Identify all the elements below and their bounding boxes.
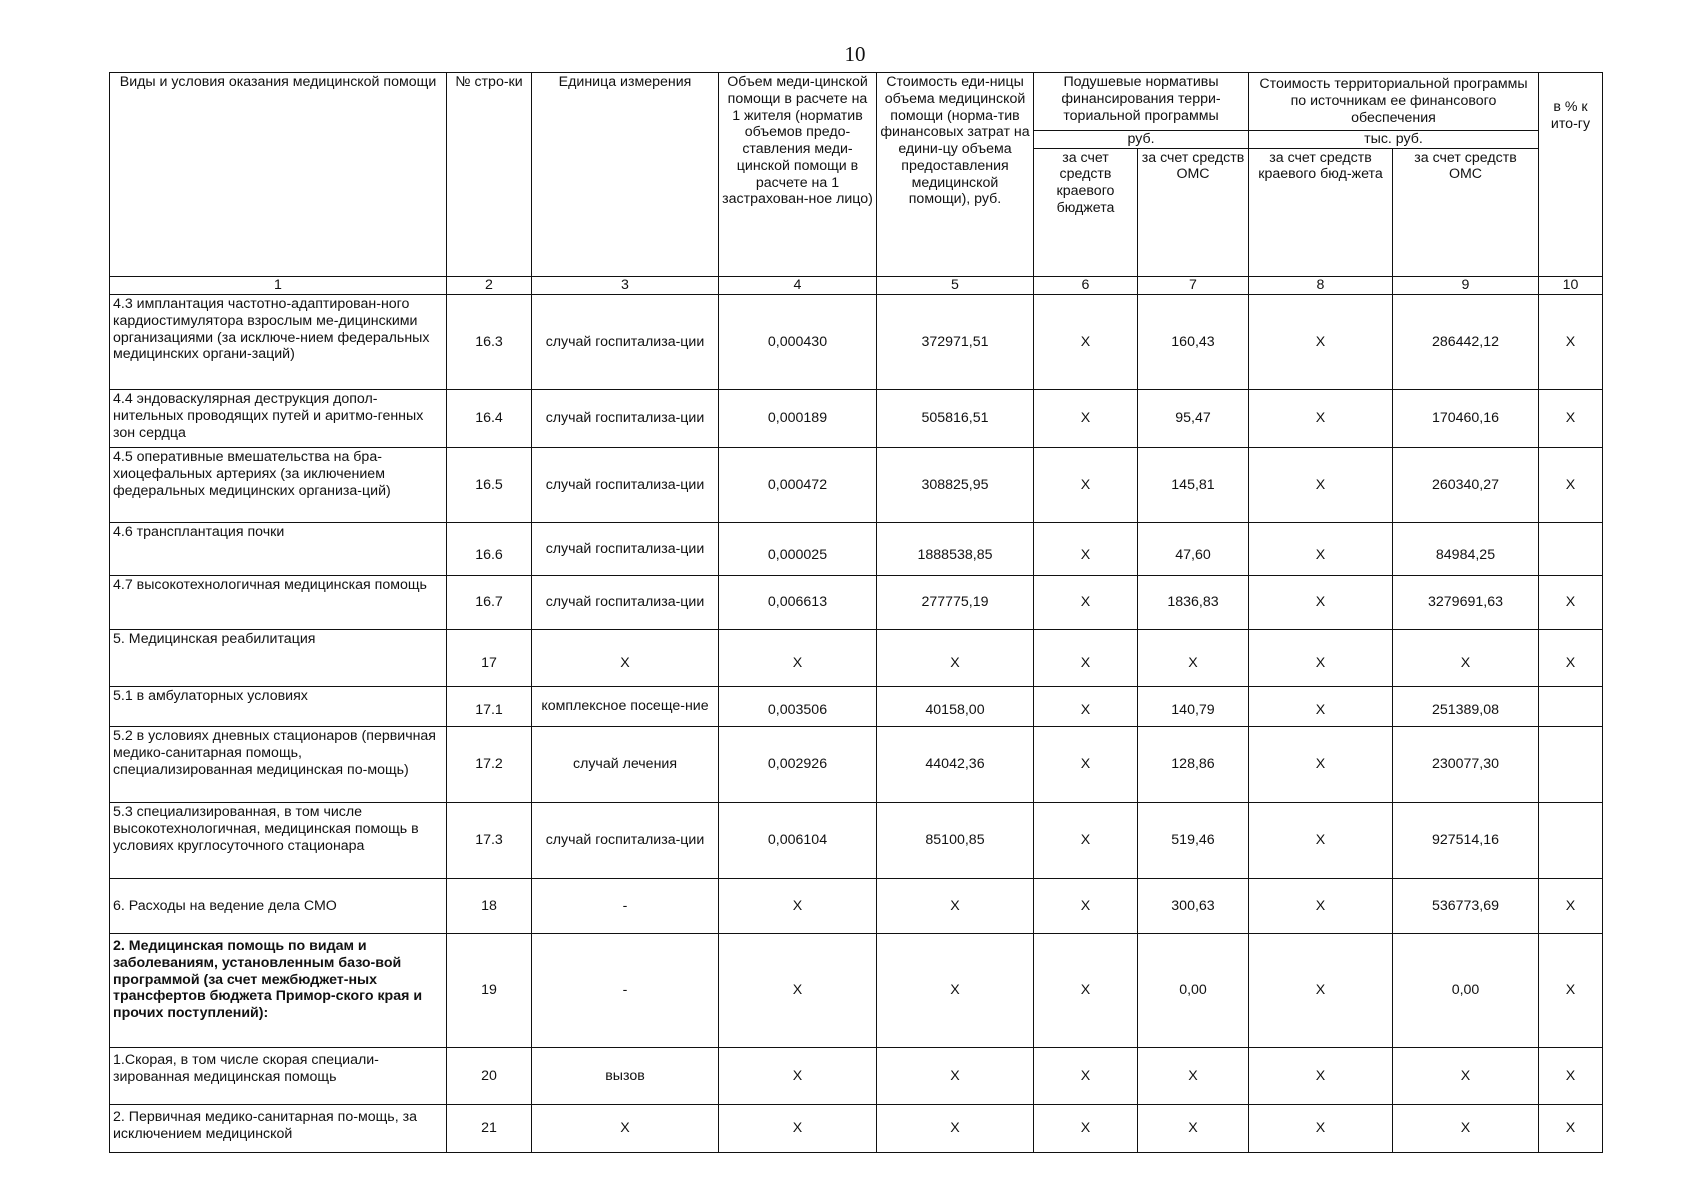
header-volume-text: Объем меди-цинской помощи в расчете на 1 жителя (норматив объемов предо-ставления меди-цинской помощи в расчете на 1 застрахован-ное лицо) — [722, 74, 873, 208]
table-row — [110, 1105, 1603, 1153]
row-cost: X — [877, 934, 1034, 1048]
row-volume: 0,000025 — [719, 523, 877, 576]
row-norm-oms: 95,47 — [1138, 390, 1249, 448]
row-total-oms: 251389,08 — [1393, 687, 1539, 727]
row-norm-budget: X — [1034, 390, 1138, 448]
row-norm-budget: X — [1034, 879, 1138, 934]
table-row — [110, 879, 1603, 934]
row-cost: X — [877, 630, 1034, 687]
row-cost: X — [877, 1048, 1034, 1105]
row-line: 20 — [447, 1048, 532, 1105]
row-total-oms: 286442,12 — [1393, 295, 1539, 390]
header-norms-unit: руб. — [1034, 130, 1249, 148]
row-norm-budget: X — [1034, 295, 1138, 390]
header-kind: Виды и условия оказания медицинской помощи — [110, 73, 447, 277]
row-unit: случай госпитализа-ции — [532, 576, 719, 630]
row-norm-oms: 519,46 — [1138, 803, 1249, 879]
row-line: 16.5 — [447, 448, 532, 523]
row-percent: X — [1539, 448, 1603, 523]
header-program-cost: Стоимость территориальной программы по источникам ее финансового обеспечения — [1249, 73, 1539, 131]
header-percent-cell — [1539, 73, 1603, 277]
row-name: 4.7 высокотехнологичная медицинская помощь — [110, 576, 447, 630]
row-unit: - — [532, 934, 719, 1048]
row-volume: X — [719, 1048, 877, 1105]
row-total-oms: 84984,25 — [1393, 523, 1539, 576]
table-row — [110, 727, 1603, 803]
row-total-oms: 3279691,63 — [1393, 576, 1539, 630]
row-norm-budget: X — [1034, 1105, 1138, 1153]
row-volume: 0,000189 — [719, 390, 877, 448]
row-total-oms: 536773,69 — [1393, 879, 1539, 934]
row-line: 17.3 — [447, 803, 532, 879]
row-percent: X — [1539, 390, 1603, 448]
row-norm-oms: 140,79 — [1138, 687, 1249, 727]
row-line: 16.4 — [447, 390, 532, 448]
row-line: 18 — [447, 879, 532, 934]
row-line: 17.2 — [447, 727, 532, 803]
row-total-oms: 927514,16 — [1393, 803, 1539, 879]
row-total-oms: X — [1393, 630, 1539, 687]
row-norm-oms: 0,00 — [1138, 934, 1249, 1048]
row-percent: X — [1539, 576, 1603, 630]
row-volume: 0,006613 — [719, 576, 877, 630]
page-number: 10 — [844, 42, 866, 66]
row-volume: X — [719, 934, 877, 1048]
row-name: 2. Первичная медико-санитарная по-мощь, за исключением медицинской — [110, 1105, 447, 1153]
row-name: 4.4 эндоваскулярная деструкция допол-нительных проводящих путей и аритмо-генных зон сердца — [110, 390, 447, 448]
row-volume: 0,000430 — [719, 295, 877, 390]
row-cost: X — [877, 1105, 1034, 1153]
column-number-row — [110, 277, 1603, 295]
column-number: 3 — [532, 277, 719, 295]
row-line: 17.1 — [447, 687, 532, 727]
row-total-oms: 170460,16 — [1393, 390, 1539, 448]
column-number: 6 — [1034, 277, 1138, 295]
row-total-budget: X — [1249, 1105, 1393, 1153]
row-name: 5. Медицинская реабилитация — [110, 630, 447, 687]
column-number: 9 — [1393, 277, 1539, 295]
row-unit: вызов — [532, 1048, 719, 1105]
row-percent — [1539, 523, 1603, 576]
row-total-budget: X — [1249, 934, 1393, 1048]
row-cost: 372971,51 — [877, 295, 1034, 390]
row-percent — [1539, 803, 1603, 879]
row-name: 5.3 специализированная, в том числе высокотехнологичная, медицинская помощь в условиях круглосуточного стационара — [110, 803, 447, 879]
row-line: 21 — [447, 1105, 532, 1153]
table-row — [110, 1048, 1603, 1105]
row-norm-budget: X — [1034, 576, 1138, 630]
table-row — [110, 390, 1603, 448]
row-percent: X — [1539, 1048, 1603, 1105]
row-total-budget: X — [1249, 295, 1393, 390]
row-name: 4.3 имплантация частотно-адаптирован-ного кардиостимулятора взрослым ме-дицинскими организациями (за исключе-нием федеральных медицинских органи-заций) — [110, 295, 447, 390]
row-norm-oms: 145,81 — [1138, 448, 1249, 523]
row-total-budget: X — [1249, 727, 1393, 803]
row-cost: 308825,95 — [877, 448, 1034, 523]
table-row — [110, 630, 1603, 687]
row-total-budget: X — [1249, 879, 1393, 934]
row-total-budget: X — [1249, 576, 1393, 630]
header-line-number: № стро-ки — [447, 73, 532, 277]
row-unit: случай госпитализа-ции — [532, 523, 719, 576]
row-name: 5.2 в условиях дневных стационаров (первичная медико-санитарная помощь, специализированная медицинская по-мощь) — [110, 727, 447, 803]
header-cost: Стоимость еди-ницы объема медицинской помощи (норма-тив финансовых затрат на едини-цу объема предоставления медицинской помощи), руб. — [877, 73, 1034, 277]
row-norm-budget: X — [1034, 630, 1138, 687]
row-volume: 0,006104 — [719, 803, 877, 879]
header-cost-oms: за счет средств ОМС — [1393, 148, 1539, 276]
row-total-oms: 0,00 — [1393, 934, 1539, 1048]
header-cost-regional-budget: за счет средств краевого бюд-жета — [1249, 148, 1393, 276]
row-norm-oms: 128,86 — [1138, 727, 1249, 803]
column-number: 2 — [447, 277, 532, 295]
header-percent: в % к ито-гу — [1550, 99, 1591, 132]
column-number: 1 — [110, 277, 447, 295]
row-cost: 85100,85 — [877, 803, 1034, 879]
row-unit: - — [532, 879, 719, 934]
row-norm-oms: 300,63 — [1138, 879, 1249, 934]
row-norm-oms: X — [1138, 1105, 1249, 1153]
row-norm-oms: 1836,83 — [1138, 576, 1249, 630]
row-volume: 0,003506 — [719, 687, 877, 727]
row-cost: 40158,00 — [877, 687, 1034, 727]
row-unit: случай госпитализа-ции — [532, 295, 719, 390]
row-total-oms: X — [1393, 1048, 1539, 1105]
table-row — [110, 576, 1603, 630]
row-volume: 0,002926 — [719, 727, 877, 803]
row-cost: 277775,19 — [877, 576, 1034, 630]
row-total-oms: X — [1393, 1105, 1539, 1153]
row-name: 1.Скорая, в том числе скорая специали-зированная медицинская помощь — [110, 1048, 447, 1105]
row-volume: X — [719, 879, 877, 934]
row-norm-oms: X — [1138, 630, 1249, 687]
table-row — [110, 523, 1603, 576]
row-percent: X — [1539, 295, 1603, 390]
row-unit: случай лечения — [532, 727, 719, 803]
row-norm-oms: 160,43 — [1138, 295, 1249, 390]
row-norm-budget: X — [1034, 687, 1138, 727]
row-unit: случай госпитализа-ции — [532, 448, 719, 523]
row-percent — [1539, 687, 1603, 727]
row-total-budget: X — [1249, 523, 1393, 576]
header-per-capita-norms — [1034, 73, 1249, 131]
row-norm-budget: X — [1034, 934, 1138, 1048]
row-unit: X — [532, 630, 719, 687]
row-line: 17 — [447, 630, 532, 687]
row-line: 16.7 — [447, 576, 532, 630]
row-total-budget: X — [1249, 1048, 1393, 1105]
row-total-budget: X — [1249, 630, 1393, 687]
column-number: 5 — [877, 277, 1034, 295]
row-norm-budget: X — [1034, 448, 1138, 523]
row-name: 4.6 трансплантация почки — [110, 523, 447, 576]
row-norm-budget: X — [1034, 523, 1138, 576]
header-norm-regional-budget: за счет средств краевого бюджета — [1034, 148, 1138, 276]
table-row — [110, 934, 1603, 1048]
row-total-budget: X — [1249, 448, 1393, 523]
table-row — [110, 295, 1603, 390]
header-norm-oms: за счет средств ОМС — [1138, 148, 1249, 276]
row-cost: X — [877, 879, 1034, 934]
row-unit: комплексное посеще-ние — [532, 687, 719, 727]
table-row — [110, 687, 1603, 727]
row-percent: X — [1539, 1105, 1603, 1153]
row-cost: 44042,36 — [877, 727, 1034, 803]
row-norm-budget: X — [1034, 803, 1138, 879]
header-unit: Единица измерения — [532, 73, 719, 277]
row-total-budget: X — [1249, 803, 1393, 879]
row-total-budget: X — [1249, 390, 1393, 448]
row-unit: X — [532, 1105, 719, 1153]
column-number: 4 — [719, 277, 877, 295]
row-percent — [1539, 727, 1603, 803]
row-line: 16.6 — [447, 523, 532, 576]
row-unit: случай госпитализа-ции — [532, 803, 719, 879]
row-total-oms: 260340,27 — [1393, 448, 1539, 523]
row-norm-budget: X — [1034, 1048, 1138, 1105]
row-line: 16.3 — [447, 295, 532, 390]
row-percent: X — [1539, 630, 1603, 687]
row-name: 5.1 в амбулаторных условиях — [110, 687, 447, 727]
row-percent: X — [1539, 934, 1603, 1048]
row-name: 2. Медицинская помощь по видам и заболеваниям, установленным базо-вой программой (за счет межбюджет-ных трансфертов бюджета Примор-ского края и прочих поступлений): — [110, 934, 447, 1048]
row-unit: случай госпитализа-ции — [532, 390, 719, 448]
header-cost-unit: тыс. руб. — [1249, 130, 1539, 148]
row-cost: 1888538,85 — [877, 523, 1034, 576]
table-body — [110, 295, 1603, 1153]
row-norm-oms: X — [1138, 1048, 1249, 1105]
column-number: 10 — [1539, 277, 1603, 295]
row-total-budget: X — [1249, 687, 1393, 727]
header-per-capita-norms-text: Подушевые нормативы финансирования терри-ториальной программы — [1061, 74, 1221, 124]
table-row — [110, 448, 1603, 523]
row-total-oms: 230077,30 — [1393, 727, 1539, 803]
table-row — [110, 803, 1603, 879]
row-volume: X — [719, 630, 877, 687]
row-cost: 505816,51 — [877, 390, 1034, 448]
column-number: 8 — [1249, 277, 1393, 295]
row-norm-budget: X — [1034, 727, 1138, 803]
column-number: 7 — [1138, 277, 1249, 295]
row-norm-oms: 47,60 — [1138, 523, 1249, 576]
row-volume: 0,000472 — [719, 448, 877, 523]
program-cost-table — [109, 72, 1603, 1153]
row-name: 6. Расходы на ведение дела СМО — [110, 879, 447, 934]
row-volume: X — [719, 1105, 877, 1153]
row-line: 19 — [447, 934, 532, 1048]
header-volume — [719, 73, 877, 277]
row-percent: X — [1539, 879, 1603, 934]
row-name: 4.5 оперативные вмешательства на бра-хиоцефальных артериях (за иключением федеральных медицинских организа-ций) — [110, 448, 447, 523]
